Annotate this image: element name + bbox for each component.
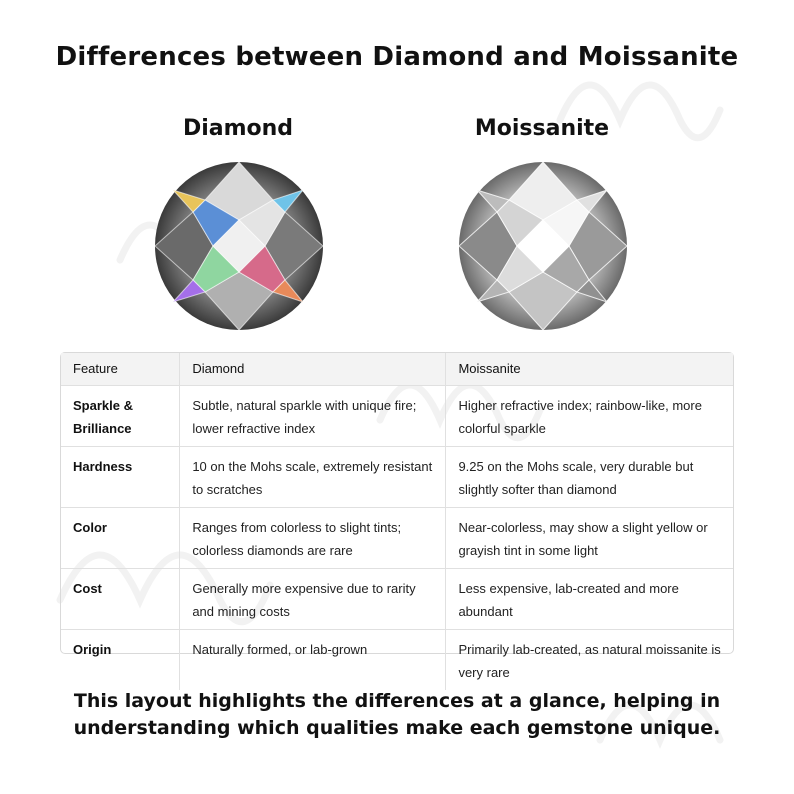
diamond-gem-image bbox=[153, 160, 325, 332]
table-row bbox=[61, 385, 733, 446]
moissanite-gem-image bbox=[457, 160, 629, 332]
table-header-row bbox=[61, 353, 733, 385]
moissanite-cell: Near-colorless, may show a slight yellow or grayish tint in some light bbox=[446, 507, 733, 568]
table-row bbox=[61, 507, 733, 568]
table-row bbox=[61, 446, 733, 507]
moissanite-heading: Moissanite bbox=[474, 116, 610, 141]
header-feature: Feature bbox=[61, 353, 180, 385]
diamond-cell: Ranges from colorless to slight tints; colorless diamonds are rare bbox=[180, 507, 446, 568]
page-title: Differences between Diamond and Moissanite bbox=[55, 42, 739, 72]
footer-summary: This layout highlights the differences at a glance, helping in understanding which qualities make each gemstone unique. bbox=[73, 690, 721, 739]
diamond-cell: 10 on the Mohs scale, extremely resistant to scratches bbox=[180, 446, 446, 507]
moissanite-cell: Higher refractive index; rainbow-like, more colorful sparkle bbox=[446, 385, 733, 446]
diamond-cell: Subtle, natural sparkle with unique fire; lower refractive index bbox=[180, 385, 446, 446]
diamond-cell: Naturally formed, or lab-grown bbox=[180, 629, 446, 690]
table-row bbox=[61, 568, 733, 629]
moissanite-cell: Less expensive, lab-created and more abundant bbox=[446, 568, 733, 629]
table-row bbox=[61, 629, 733, 690]
feature-cell: Color bbox=[61, 507, 180, 568]
diamond-heading: Diamond bbox=[182, 116, 294, 141]
feature-cell: Cost bbox=[61, 568, 180, 629]
moissanite-cell: 9.25 on the Mohs scale, very durable but slightly softer than diamond bbox=[446, 446, 733, 507]
comparison-table bbox=[60, 352, 734, 680]
diamond-cell: Generally more expensive due to rarity and mining costs bbox=[180, 568, 446, 629]
header-moissanite: Moissanite bbox=[446, 353, 733, 385]
feature-cell: Hardness bbox=[61, 446, 180, 507]
moissanite-cell: Primarily lab-created, as natural moissanite is very rare bbox=[458, 641, 721, 680]
header-diamond: Diamond bbox=[180, 353, 446, 385]
feature-cell: Sparkle & Brilliance bbox=[61, 385, 180, 446]
feature-cell: Origin bbox=[61, 629, 180, 690]
